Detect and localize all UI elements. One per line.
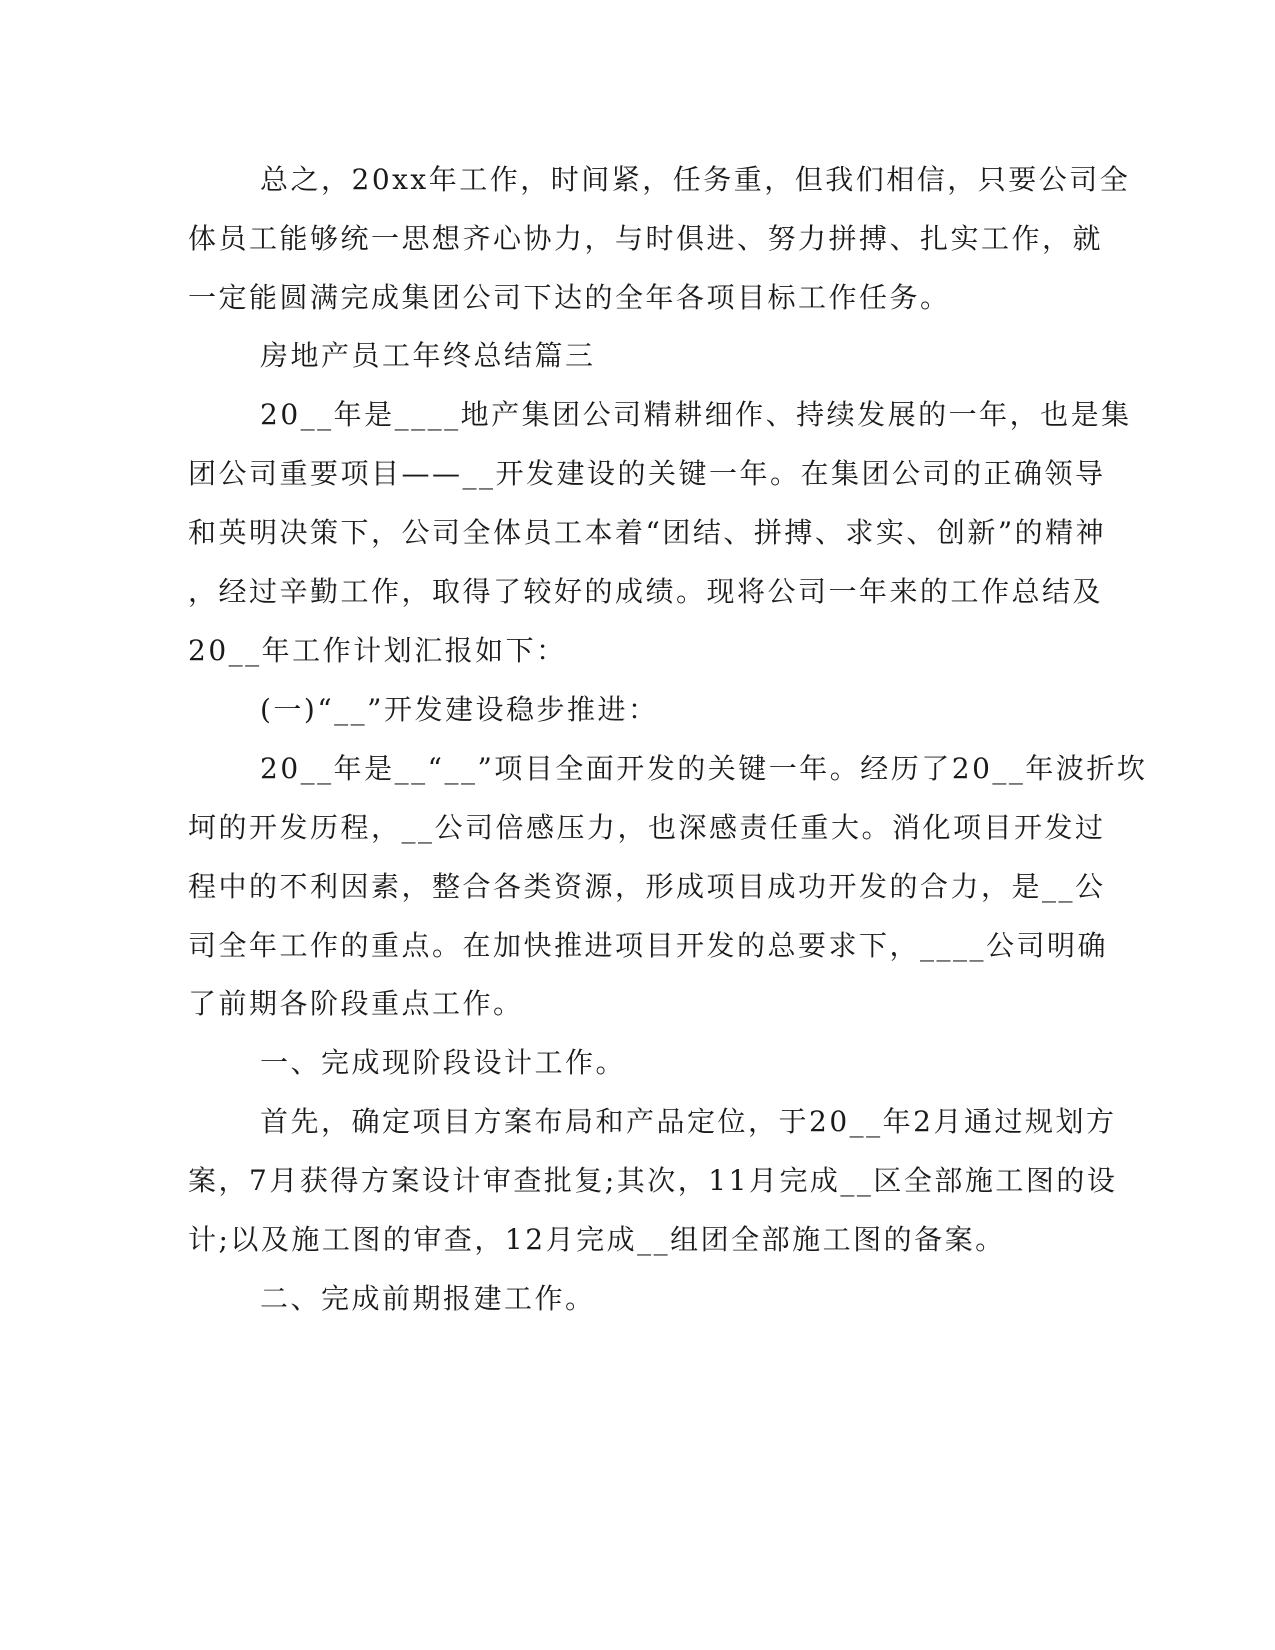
text-line: 20__年工作计划汇报如下： <box>188 634 567 667</box>
section-heading: 房地产员工年终总结篇三 <box>260 339 596 372</box>
text-line: 计;以及施工图的审查，12月完成__组团全部施工图的备案。 <box>188 1223 1006 1256</box>
text-line: 了前期各阶段重点工作。 <box>188 987 524 1020</box>
text-line: ，经过辛勤工作，取得了较好的成绩。现将公司一年来的工作总结及 <box>188 575 1104 608</box>
text-line: 案，7月获得方案设计审查批复;其次，11月完成__区全部施工图的设 <box>188 1164 1118 1197</box>
text-line: 和英明决策下，公司全体员工本着“团结、拼搏、求实、创新”的精神 <box>188 516 1107 549</box>
text-line: 一定能圆满完成集团公司下达的全年各项目标工作任务。 <box>188 281 951 314</box>
text-line: 程中的不利因素，整合各类资源，形成项目成功开发的合力，是__公 <box>188 870 1106 903</box>
text-line: 坷的开发历程，__公司倍感压力，也深感责任重大。消化项目开发过 <box>188 811 1106 844</box>
list-heading: 二、完成前期报建工作。 <box>260 1282 596 1315</box>
text-line: 首先，确定项目方案布局和产品定位，于20__年2月通过规划方 <box>260 1105 1117 1138</box>
text-line: 总之，20xx年工作，时间紧，任务重，但我们相信，只要公司全 <box>260 163 1131 196</box>
list-heading: 一、完成现阶段设计工作。 <box>260 1046 627 1079</box>
text-line: 体员工能够统一思想齐心协力，与时俱进、努力拼搏、扎实工作，就 <box>188 222 1104 255</box>
subsection-heading: (一)“__”开发建设稳步推进： <box>260 693 659 726</box>
text-line: 20__年是__“__”项目全面开发的关键一年。经历了20__年波折坎 <box>260 752 1148 785</box>
text-line: 团公司重要项目——__开发建设的关键一年。在集团公司的正确领导 <box>188 457 1106 490</box>
text-line: 司全年工作的重点。在加快推进项目开发的总要求下，____公司明确 <box>188 929 1109 962</box>
text-line: 20__年是____地产集团公司精耕细作、持续发展的一年，也是集 <box>260 398 1132 431</box>
